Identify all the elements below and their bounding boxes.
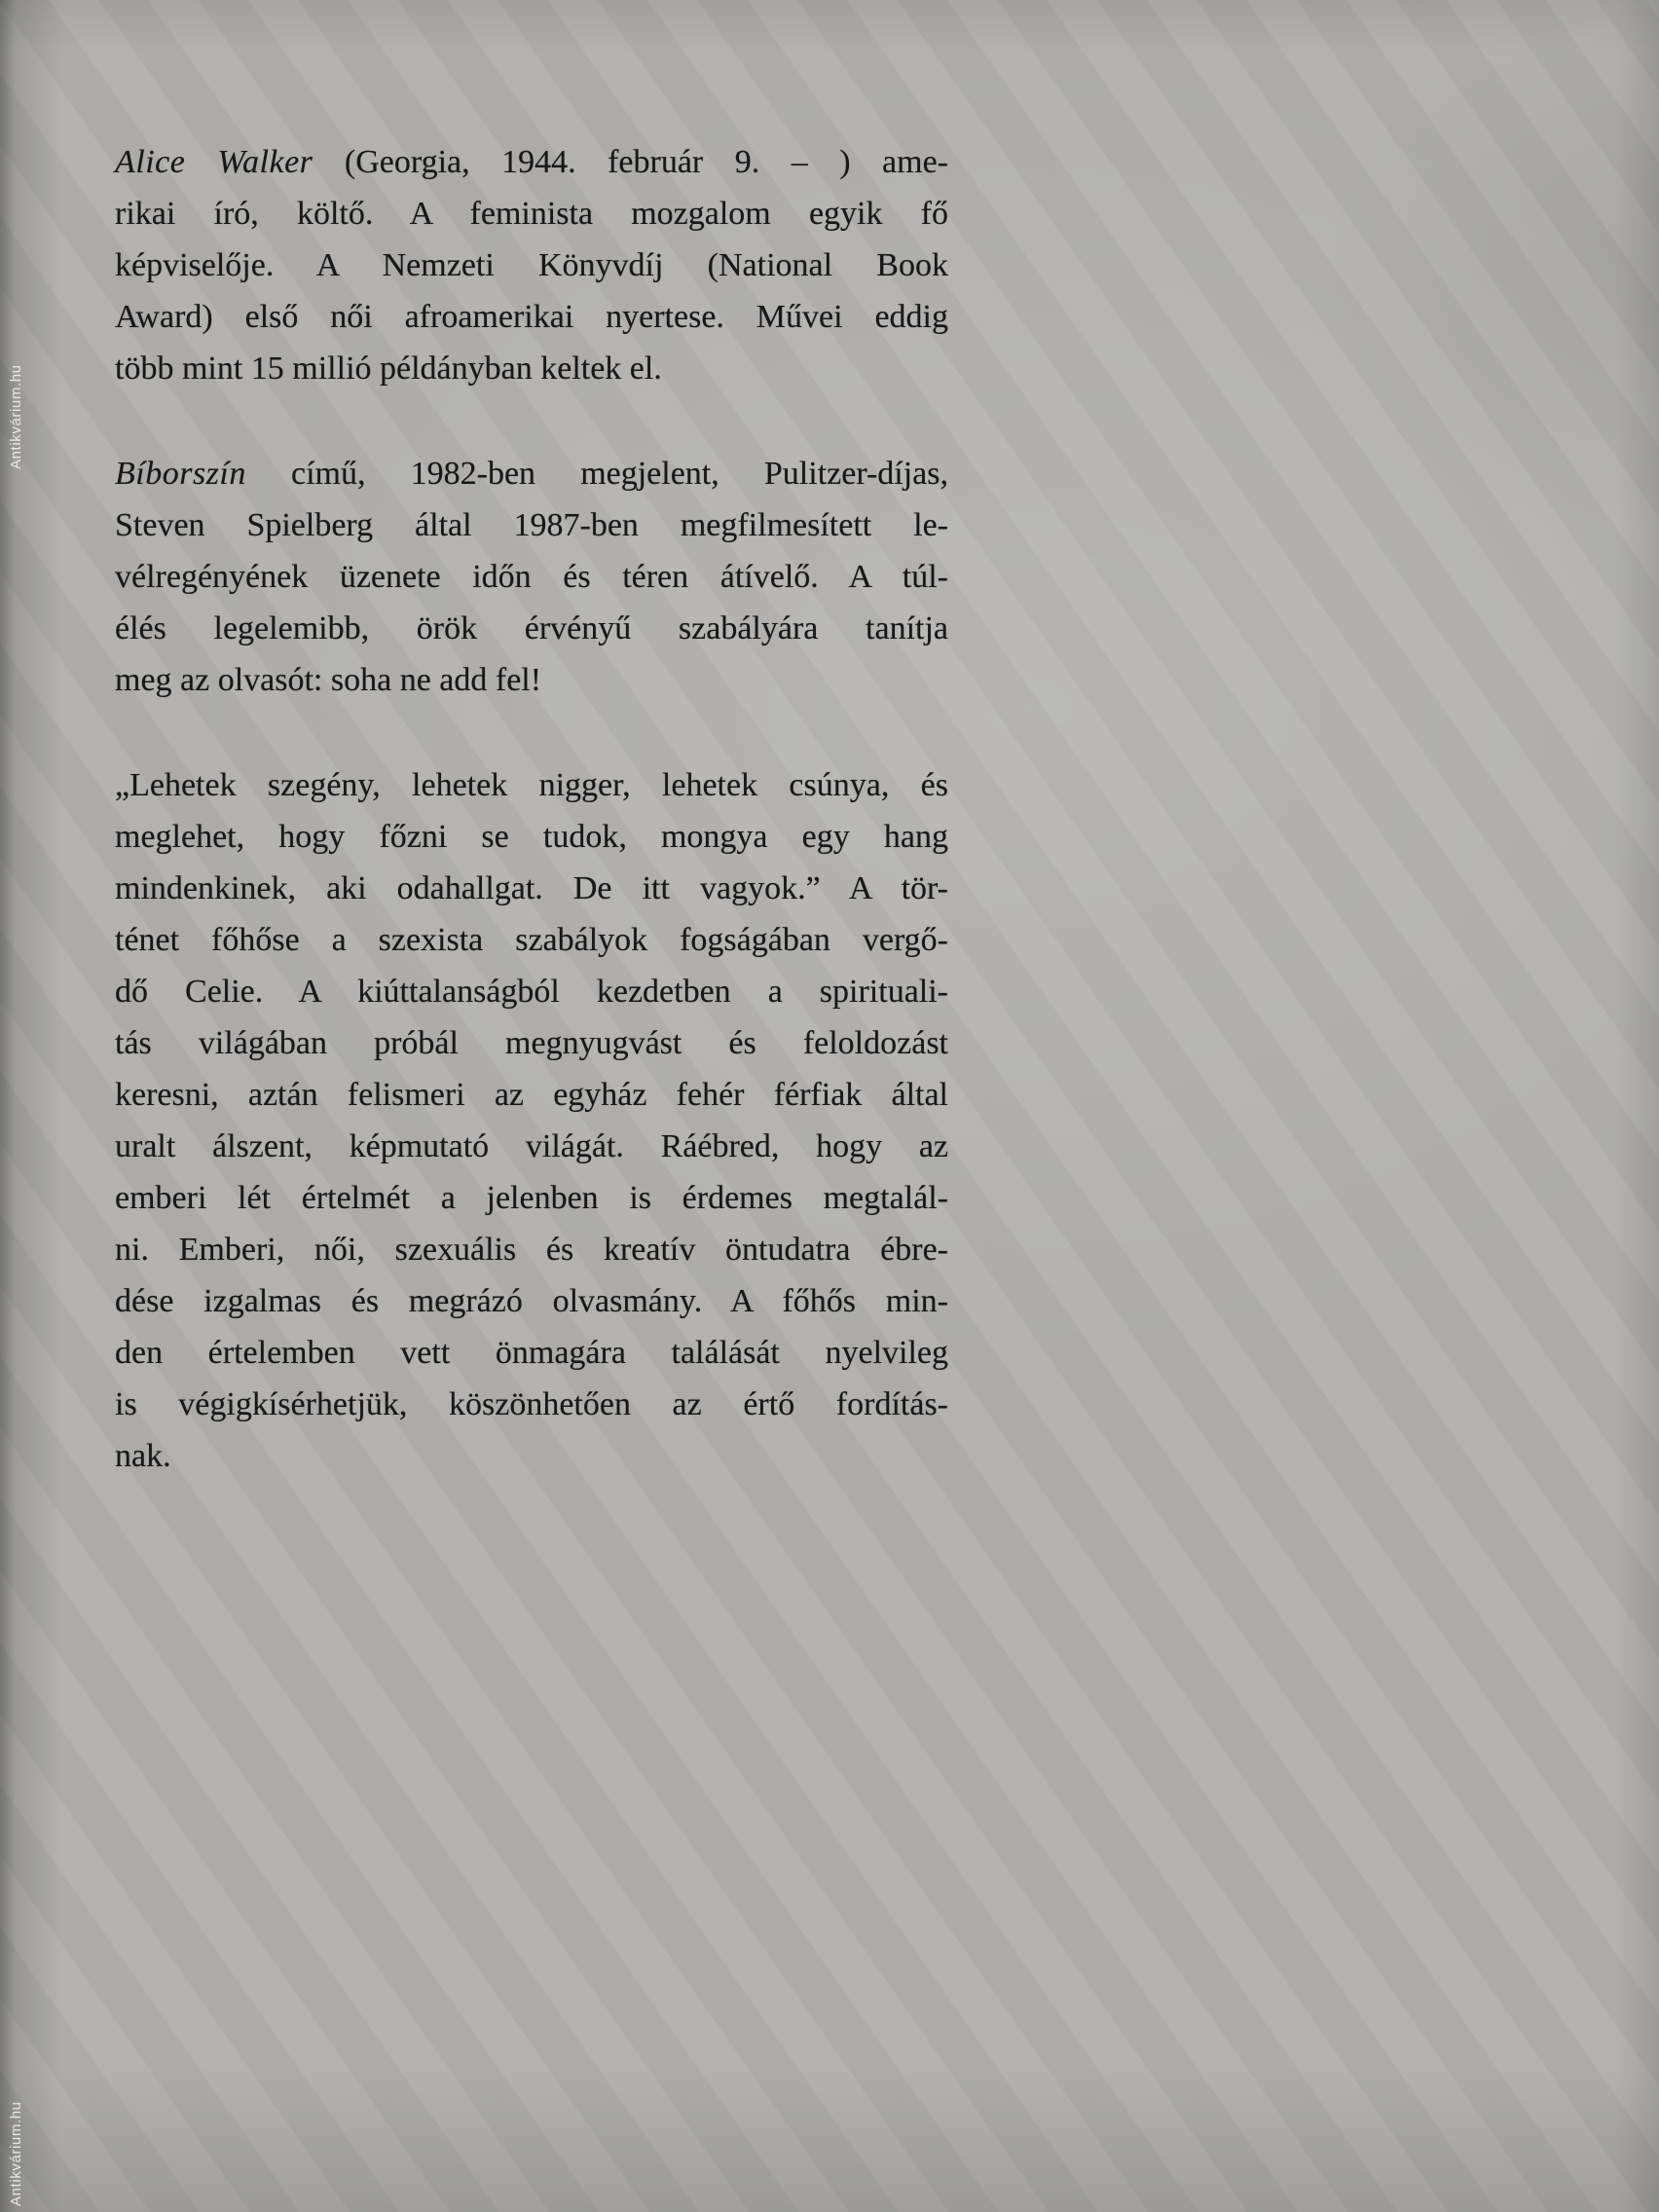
paragraph: [115, 136, 948, 394]
text-line: is végigkísérhetjük, köszönhetően az értő fordítás-: [115, 1386, 948, 1422]
text-line: Alice Walker (Georgia, 1944. február 9. – ) ame-: [115, 144, 948, 180]
text-line: emberi lét értelmét a jelenben is érdemes megtalál-: [115, 1180, 948, 1216]
text-line: élés legelemibb, örök érvényű szabályára tanítja: [115, 610, 948, 646]
text-line: Bíborszín című, 1982-ben megjelent, Pulitzer-díjas,: [115, 456, 948, 492]
text-line: több mint 15 millió példányban keltek el.: [115, 350, 662, 387]
text-line: dő Celie. A kiúttalanságból kezdetben a spirituali-: [115, 974, 948, 1010]
text-line: ni. Emberi, női, szexuális és kreatív öntudatra ébre-: [115, 1232, 948, 1268]
text-line: keresni, aztán felismeri az egyház fehér férfiak által: [115, 1077, 948, 1113]
text-line: nak.: [115, 1438, 171, 1474]
text-line: tás világában próbál megnyugvást és feloldozást: [115, 1025, 948, 1061]
emphasized-title: Alice Walker: [115, 144, 313, 180]
text-line: den értelemben vett önmagára találását nyelvileg: [115, 1335, 948, 1371]
text-line: meg az olvasót: soha ne add fel!: [115, 662, 542, 698]
text-line: vélregényének üzenete időn és téren átívelő. A túl-: [115, 559, 948, 595]
text-line: ténet főhőse a szexista szabályok fogságában vergő-: [115, 922, 948, 958]
text-line: képviselője. A Nemzeti Könyvdíj (National Book: [115, 247, 948, 283]
text-line: uralt álszent, képmutató világát. Ráébred, hogy az: [115, 1128, 948, 1164]
text-line: rikai író, költő. A feminista mozgalom egyik fő: [115, 196, 948, 232]
emphasized-title: Bíborszín: [115, 456, 246, 492]
watermark-antikvarium-top: Antikvárium.hu: [8, 364, 24, 469]
text-line: „Lehetek szegény, lehetek nigger, lehetek csúnya, és: [115, 767, 948, 803]
text-line: meglehet, hogy főzni se tudok, mongya egy hang: [115, 819, 948, 855]
paragraph: [115, 448, 948, 706]
text-line: Award) első női afroamerikai nyertese. Művei eddig: [115, 299, 948, 335]
paragraph: [115, 759, 948, 1482]
text-line: dése izgalmas és megrázó olvasmány. A főhős min-: [115, 1283, 948, 1319]
text-line: Steven Spielberg által 1987-ben megfilmesített le-: [115, 507, 948, 543]
text-line: mindenkinek, aki odahallgat. De itt vagyok.” A tör-: [115, 870, 948, 906]
watermark-antikvarium-bottom: Antikvárium.hu: [8, 2101, 24, 2206]
body-text-block: [115, 136, 948, 1535]
